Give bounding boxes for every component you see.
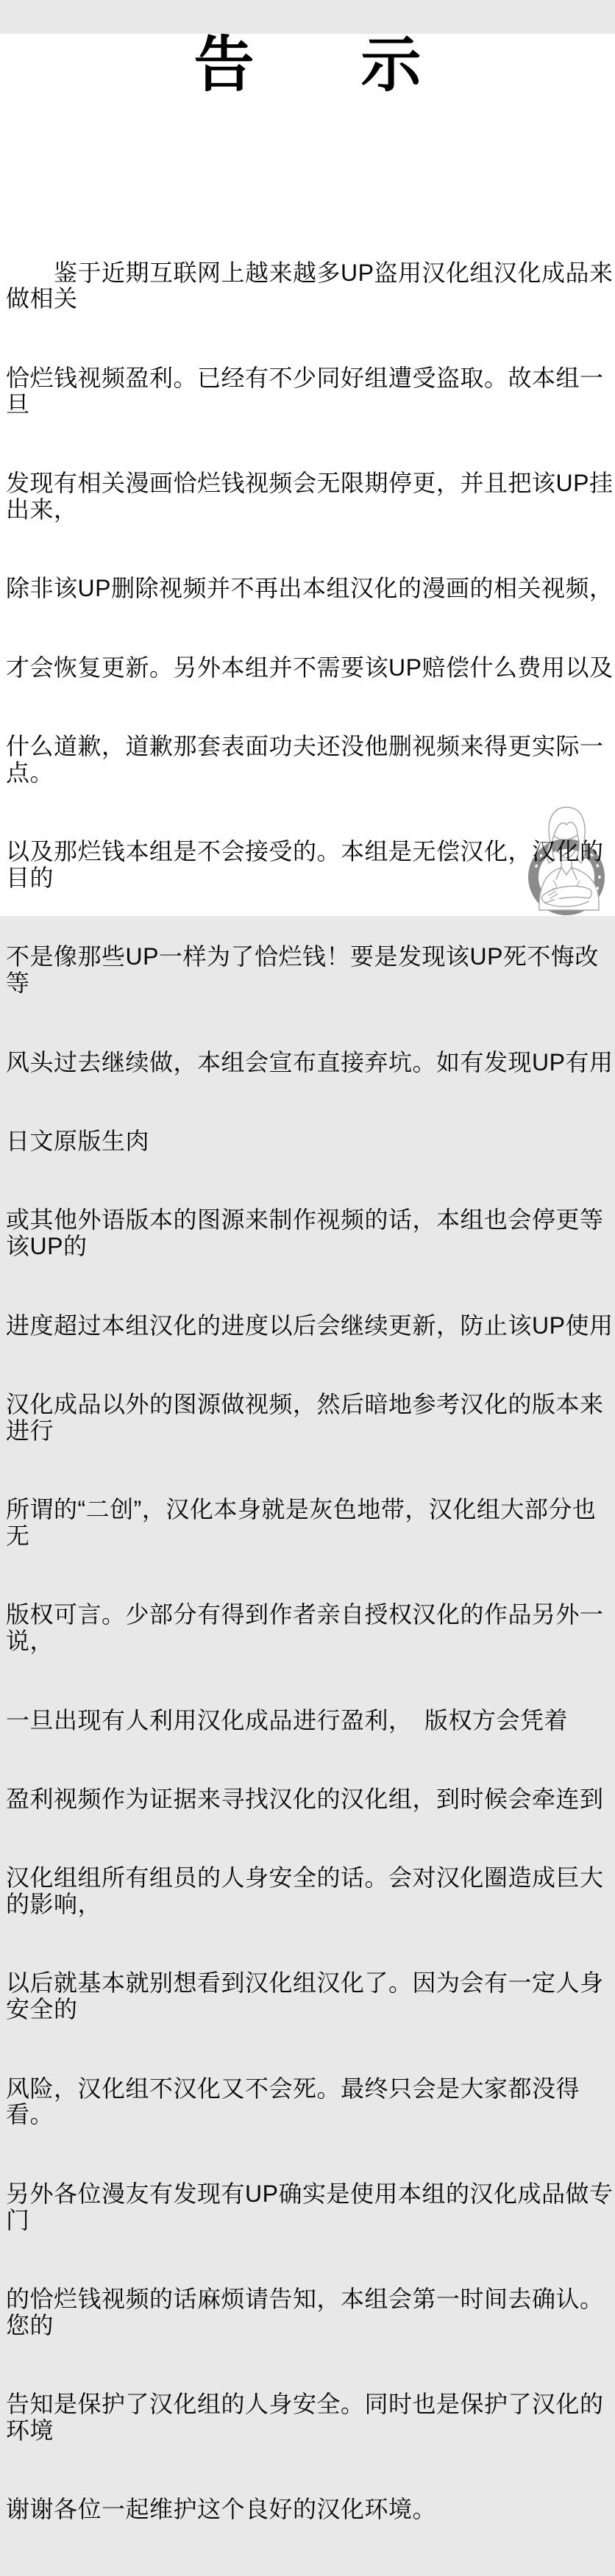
notice-line: 谢谢各位一起维护这个良好的汉化环境。 bbox=[6, 2496, 437, 2523]
notice-line: 才会恢复更新。另外本组并不需要该UP赔偿什么费用以及 bbox=[6, 654, 614, 681]
notice-line: 所谓的“二创”，汉化本身就是灰色地带，汉化组大部分也无 bbox=[6, 1496, 597, 1549]
notice-line: 什么道歉，道歉那套表面功夫还没他删视频来得更实际一点。 bbox=[6, 733, 604, 786]
notice-line: 或其他外语版本的图源来制作视频的话，本组也会停更等该UP的 bbox=[6, 1206, 604, 1260]
notice-line: 不是像那些UP一样为了恰烂钱！要是发现该UP死不悔改等 bbox=[6, 943, 599, 997]
notice-line: 恰烂钱视频盈利。已经有不少同好组遭受盗取。故本组一旦 bbox=[6, 364, 604, 418]
title-char-left: 告 bbox=[193, 32, 255, 99]
notice-body bbox=[0, 207, 615, 2576]
notice-page bbox=[0, 32, 615, 2523]
notice-line: 鉴于近期互联网上越来越多UP盗用汉化组汉化成品来做相关 bbox=[6, 259, 614, 312]
notice-line: 风头过去继续做，本组会宣布直接弃坑。如有发现UP有用 bbox=[6, 1048, 614, 1076]
notice-line: 除非该UP删除视频并不再出本组汉化的漫画的相关视频， bbox=[6, 575, 614, 602]
notice-line: 告知是保护了汉化组的人身安全。同时也是保护了汉化的环境 bbox=[6, 2391, 604, 2444]
notice-line: 以及那烂钱本组是不会接受的。本组是无偿汉化，汉化的目的 bbox=[6, 838, 604, 892]
notice-line: 版权可言。少部分有得到作者亲自授权汉化的作品另外一说， bbox=[6, 1601, 604, 1655]
page-title bbox=[0, 34, 615, 97]
title-char-right: 示 bbox=[360, 32, 422, 99]
notice-line: 以后就基本就别想看到汉化组汉化了。因为会有一定人身安全的 bbox=[6, 1969, 604, 2023]
notice-line: 另外各位漫友有发现有UP确实是使用本组的汉化成品做专门 bbox=[6, 2180, 614, 2233]
notice-line: 进度超过本组汉化的进度以后会继续更新，防止该UP使用 bbox=[6, 1312, 614, 1339]
notice-line: 风险，汉化组不汉化又不会死。最终只会是大家都没得看。 bbox=[6, 2075, 580, 2128]
notice-line: 汉化组组所有组员的人身安全的话。会对汉化圈造成巨大的影响， bbox=[6, 1864, 604, 1918]
notice-line: 盈利视频作为证据来寻找汉化的汉化组，到时候会牵连到 bbox=[6, 1785, 604, 1812]
notice-line: 发现有相关漫画恰烂钱视频会无限期停更，并且把该UP挂出来， bbox=[6, 470, 614, 523]
notice-line: 日文原版生肉 bbox=[6, 1127, 150, 1154]
notice-line: 的恰烂钱视频的话麻烦请告知，本组会第一时间去确认。您的 bbox=[6, 2286, 604, 2339]
notice-line: 一旦出现有人利用汉化成品进行盈利， 版权方会凭着 bbox=[6, 1706, 569, 1734]
notice-line: 汉化成品以外的图源做视频，然后暗地参考汉化的版本来进行 bbox=[6, 1390, 604, 1444]
